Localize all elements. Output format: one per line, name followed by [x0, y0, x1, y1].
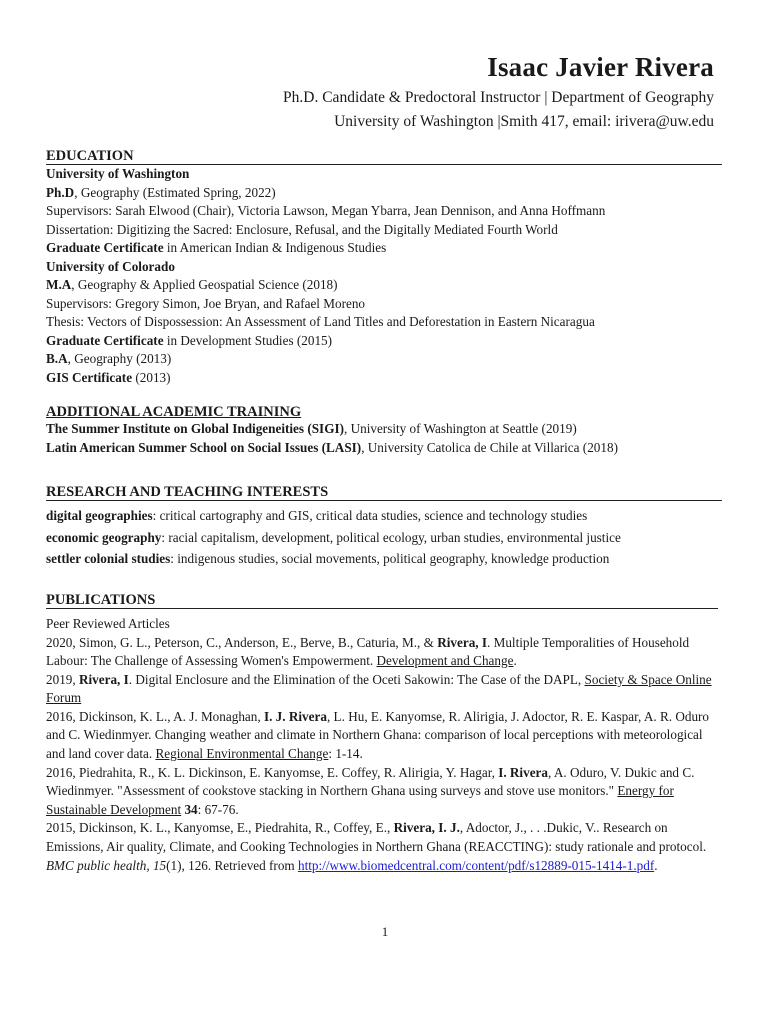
page-number: 1 [381, 924, 389, 939]
interests-section [46, 484, 722, 570]
edu-ba: B.A, Geography (2013) [46, 351, 172, 366]
publication-entry: 2019, Rivera, I. Digital Enclosure and the Elimination of the Oceti Sakowin: The Case of the DAPL, Society & Space Online Forum [46, 671, 712, 706]
edu-ma-thesis: Thesis: Vectors of Dispossession: An Assessment of Land Titles and Deforestation in Eastern Nicaragua [46, 314, 595, 329]
interest-item: digital geographies: critical cartography and GIS, critical data studies, science and technology studies [46, 508, 588, 523]
interest-item: settler colonial studies: indigenous studies, social movements, political geography, knowledge production [46, 551, 610, 566]
publication-entry: 2020, Simon, G. L., Peterson, C., Anderson, E., Berve, B., Caturia, M., & Rivera, I. Multiple Temporalities of Household Labour: The Challenge of Assessing Women's Empowerment. Development and Change. [46, 634, 690, 669]
training-heading: ADDITIONAL ACADEMIC TRAINING [46, 404, 302, 420]
publications-heading: PUBLICATIONS [46, 592, 718, 609]
publication-entry: 2016, Dickinson, K. L., A. J. Monaghan, I. J. Rivera, L. Hu, E. Kanyomse, R. Alirigia, J. Adoctor, R. E. Kaspar, A. R. Oduro and C. Wiedinmyer. Changing weather and climate in Northern Ghana: comparison of local perceptions with meteorological and land cover data. Regional Environmental Change: 1-14. [46, 708, 710, 762]
interests-heading: RESEARCH AND TEACHING INTERESTS [46, 484, 722, 501]
publication-entry: 2016, Piedrahita, R., K. L. Dickinson, E. Kanyomse, E. Coffey, R. Alirigia, Y. Hagar, I. Rivera, A. Oduro, V. Dukic and C. Wiedinmyer. "Assessment of cookstove stacking in Northern Ghana using surveys and stove use monitors." Energy for Sustainable Development 34: 67-76. [46, 764, 695, 817]
journal-link[interactable]: Regional Environmental Change [155, 746, 329, 762]
edu-grad-cert-2: Graduate Certificate in Development Studies (2015) [46, 332, 333, 348]
edu-gis: GIS Certificate (2013) [46, 369, 171, 385]
publications-subheading: Peer Reviewed Articles [46, 616, 170, 631]
training-item: The Summer Institute on Global Indigeneities (SIGI), University of Washington at Seattle (2019) [46, 421, 577, 436]
edu-phd-supervisors: Supervisors: Sarah Elwood (Chair), Victoria Lawson, Megan Ybarra, Jean Dennison, and Anna Hoffmann [46, 203, 606, 218]
publication-url-link[interactable]: http://www.biomedcentral.com/content/pdf/s12889-015-1414-1.pdf [297, 857, 655, 873]
cv-name: Isaac Javier Rivera [487, 52, 714, 82]
journal-link[interactable]: Energy for Sustainable Development [46, 783, 674, 817]
publication-entry: 2015, Dickinson, K. L., Kanyomse, E., Piedrahita, R., Coffey, E., Rivera, I. J., Adoctor, J., . . .Dukic, V.. Research on Emissions, Air quality, Climate, and Cooking Technologies in Northern Ghana (REACCTING): study rationale and protocol. BMC public health, 15(1), 126. Retrieved from http://www.biomedcentral.com/content/pdf/s12889-015-1414-1.pdf. [46, 820, 707, 873]
journal-link[interactable]: Society & Space Online Forum [46, 671, 712, 706]
training-section [46, 404, 722, 457]
edu-cu: University of Colorado [46, 258, 175, 274]
edu-ma-supervisors: Supervisors: Gregory Simon, Joe Bryan, and Rafael Moreno [46, 295, 366, 311]
edu-phd: Ph.D, Geography (Estimated Spring, 2022) [46, 184, 276, 200]
interest-item: economic geography: racial capitalism, development, political ecology, urban studies, environmental justice [46, 529, 621, 545]
cv-subtitle-contact: University of Washington |Smith 417, email: irivera@uw.edu [334, 113, 714, 130]
cv-page [46, 0, 724, 1024]
edu-uw: University of Washington [46, 166, 190, 181]
edu-ma: M.A, Geography & Applied Geospatial Science (2018) [46, 277, 338, 292]
edu-phd-dissertation: Dissertation: Digitizing the Sacred: Enclosure, Refusal, and the Digitally Mediated Fourth World [46, 221, 558, 237]
training-item: Latin American Summer School on Social Issues (LASI), University Catolica de Chile at Villarica (2018) [46, 439, 618, 455]
education-section [46, 148, 722, 387]
edu-grad-cert-1: Graduate Certificate in American Indian & Indigenous Studies [46, 240, 387, 255]
journal-link[interactable]: Development and Change [376, 653, 514, 669]
publications-section [46, 592, 718, 875]
education-heading: EDUCATION [46, 148, 722, 165]
cv-subtitle-position: Ph.D. Candidate & Predoctoral Instructor | Department of Geography [283, 89, 714, 106]
